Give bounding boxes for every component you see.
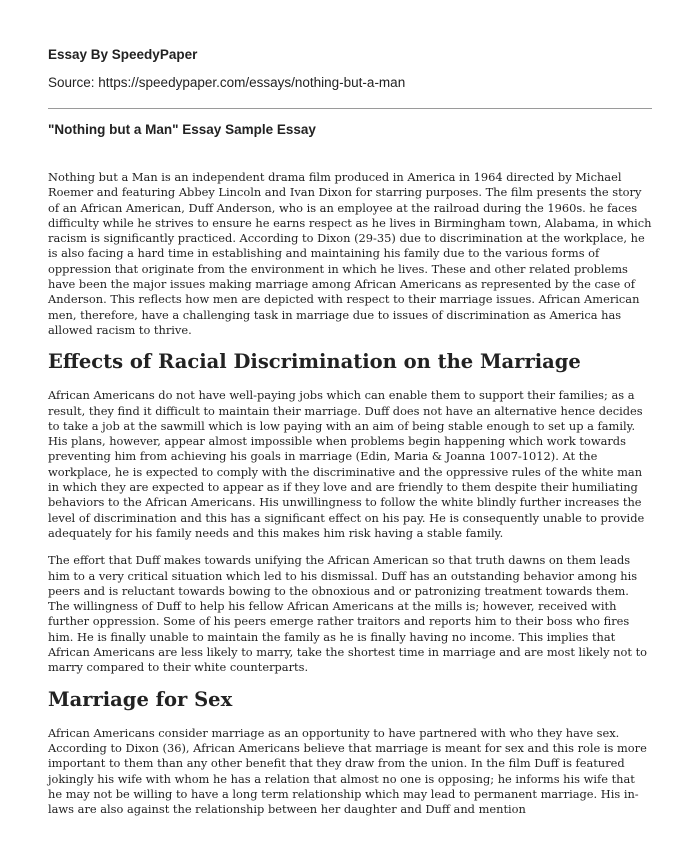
section-heading: Effects of Racial Discrimination on the Marriage <box>48 350 581 374</box>
essay-title: "Nothing but a Man" Essay Sample Essay <box>48 122 316 137</box>
body-paragraph: African Americans do not have well-paying jobs which can enable them to support their families; as a result, they find it difficult to maintain their marriage. Duff does not have an alternative hence decides to take a job at the sawmill which is low paying with an aim of being stable enough to set up a family. His plans, however, appear almost impossible when problems begin happening which work towards preventing him from achieving his goals in marriage (Edin, Maria & Joanna 1007-1012). At the workplace, he is expected to comply with the discriminative and the oppressive rules of the white man in which they are expected to appear as if they love and are friendly to them despite their humiliating behaviors to the African Americans. His unwillingness to follow the white blindly further increases the level of discrimination and this has a significant effect on his pay. He is consequently unable to provide adequately for his family needs and this makes him risk having a stable family. <box>48 388 645 540</box>
divider <box>48 108 652 109</box>
intro-paragraph: Nothing but a Man is an independent drama film produced in America in 1964 directed by Michael Roemer and featuring Abbey Lincoln and Ivan Dixon for starring purposes. The film presents the story of an African American, Duff Anderson, who is an employee at the railroad during the 1960s. he faces difficulty while he strives to ensure he earns respect as he lives in Birmingham town, Alabama, in which racism is significantly practiced. According to Dixon (29-35) due to discrimination at the workplace, he is also facing a hard time in establishing and maintaining his family due to the various forms of oppression that originate from the environment in which he lives. These and other related problems have been the major issues making marriage among African Americans as represented by the case of Anderson. This reflects how men are depicted with respect to their marriage issues. African American men, therefore, have a challenging task in marriage due to issues of discrimination as America has allowed racism to thrive. <box>48 170 652 337</box>
section-heading: Marriage for Sex <box>48 687 233 711</box>
publisher-title: Essay By SpeedyPaper <box>48 47 198 62</box>
body-paragraph: African Americans consider marriage as an opportunity to have partnered with who they have sex. According to Dixon (36), African Americans believe that marriage is meant for sex and this role is more important to them than any other benefit that they draw from the union. In the film Duff is featured jokingly his wife with whom he has a relation that almost no one is opposing; he informs his wife that he may not be willing to have a long term relationship which may lead to permanent marriage. His in-laws are also against the relationship between her daughter and Duff and mention <box>48 725 647 817</box>
body-paragraph: The effort that Duff makes towards unifying the African American so that truth dawns on them leads him to a very critical situation which led to his dismissal. Duff has an outstanding behavior among his peers and is reluctant towards bowing to the obnoxious and or patronizing treatment towards them. The willingness of Duff to help his fellow African Americans at the mills is; however, received with further oppression. Some of his peers emerge rather traitors and reports him to their boss who fires him. He is finally unable to maintain the family as he is finally having no income. This implies that African Americans are less likely to marry, take the shortest time in marriage and are most likely not to marry compared to their white counterparts. <box>48 553 648 675</box>
source-line: Source: https://speedypaper.com/essays/nothing-but-a-man <box>48 75 406 90</box>
essay-body <box>48 170 652 829</box>
